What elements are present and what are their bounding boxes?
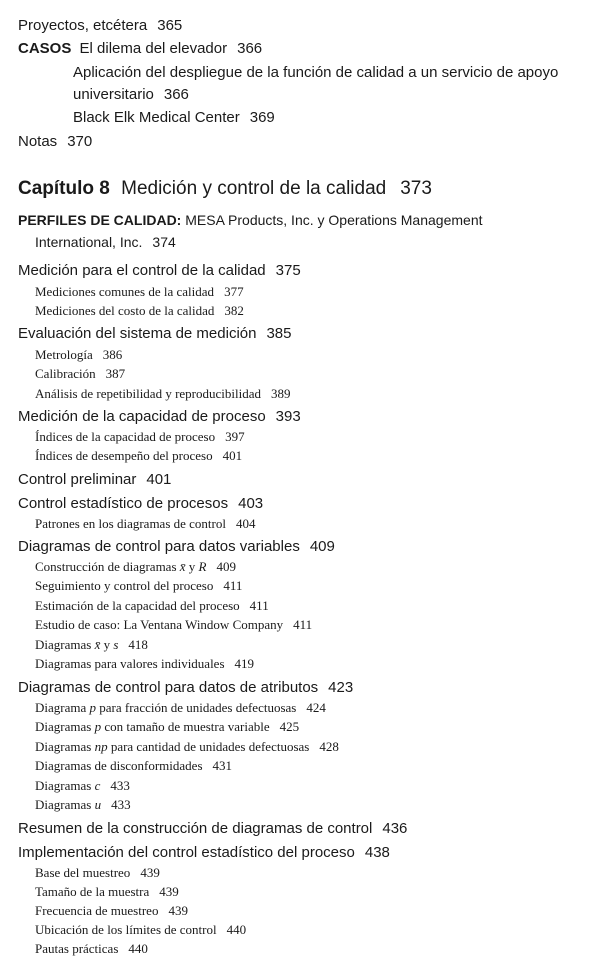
toc-subsection: Diagramas u 433 [35, 797, 131, 812]
toc-section: Resumen de la construcción de diagramas de control 436 [18, 820, 408, 837]
chapter-title: Medición y control de la calidad [121, 178, 387, 199]
toc-subsection: Índices de desempeño del proceso 401 [35, 448, 243, 463]
toc-section: Evaluación del sistema de medición 385 [18, 325, 292, 342]
toc-section: Medición de la capacidad de proceso 393 [18, 408, 301, 425]
toc-section: Diagramas de control para datos de atributos 423 [18, 679, 354, 696]
toc-subsection: Índices de la capacidad de proceso 397 [35, 429, 245, 444]
toc-subsection: Análisis de repetibilidad y reproducibilidad 389 [35, 386, 291, 401]
toc-subsection: Pautas prácticas 440 [35, 941, 148, 956]
toc-subsection: Calibración 387 [35, 366, 126, 381]
toc-entry-perfiles-cont: International, Inc. 374 [35, 234, 176, 250]
toc-section: Medición para el control de la calidad 375 [18, 262, 301, 279]
toc-subsection: Seguimiento y control del proceso 411 [35, 578, 243, 593]
toc-subsection: Diagramas de disconformidades 431 [35, 758, 233, 773]
toc-subsection: Frecuencia de muestreo 439 [35, 903, 188, 918]
toc-subsection: Mediciones del costo de la calidad 382 [35, 303, 244, 318]
toc-subsection: Estimación de la capacidad del proceso 411 [35, 598, 269, 613]
toc-subsection: Diagramas c 433 [35, 778, 130, 793]
toc-subsection: Patrones en los diagramas de control 404 [35, 516, 256, 531]
casos-label: CASOS [18, 40, 72, 57]
toc-entry-notas: Notas 370 [18, 133, 93, 150]
toc-subsection: Diagramas p con tamaño de muestra variable 425 [35, 719, 300, 734]
toc-subsection: Diagramas x̄ y s 418 [35, 637, 148, 652]
toc-entry-perfiles: PERFILES DE CALIDAD: MESA Products, Inc. y Operations Management [18, 212, 483, 228]
toc-entry-casos-3: Black Elk Medical Center 369 [73, 109, 275, 126]
toc-subsection: Estudio de caso: La Ventana Window Company 411 [35, 617, 313, 632]
toc-section: Control preliminar 401 [18, 471, 172, 488]
toc-entry-casos-2: Aplicación del despliegue de la función de calidad a un servicio de apoyo [73, 64, 559, 81]
chapter-heading: Capítulo 8 Medición y control de la calidad 373 [18, 178, 432, 199]
toc-entry-casos: CASOS El dilema del elevador 366 [18, 40, 263, 57]
toc-subsection: Diagramas np para cantidad de unidades defectuosas 428 [35, 739, 339, 754]
toc-subsection: Construcción de diagramas x̄ y R 409 [35, 559, 236, 574]
toc-subsection: Ubicación de los límites de control 440 [35, 922, 247, 937]
toc-section: Implementación del control estadístico del proceso 438 [18, 844, 390, 861]
toc-subsection: Metrología 386 [35, 347, 123, 362]
toc-subsection: Tamaño de la muestra 439 [35, 884, 179, 899]
chapter-label: Capítulo 8 [18, 178, 110, 199]
toc-section: Control estadístico de procesos 403 [18, 495, 264, 512]
toc-subsection: Diagrama p para fracción de unidades defectuosas 424 [35, 700, 326, 715]
toc-subsection: Mediciones comunes de la calidad 377 [35, 284, 244, 299]
toc-subsection: Base del muestreo 439 [35, 865, 160, 880]
toc-entry-casos-2-cont: universitario 366 [73, 86, 189, 103]
toc-entry-proyectos: Proyectos, etcétera 365 [18, 17, 183, 34]
toc-subsection: Diagramas para valores individuales 419 [35, 656, 255, 671]
toc-section: Diagramas de control para datos variables 409 [18, 538, 335, 555]
